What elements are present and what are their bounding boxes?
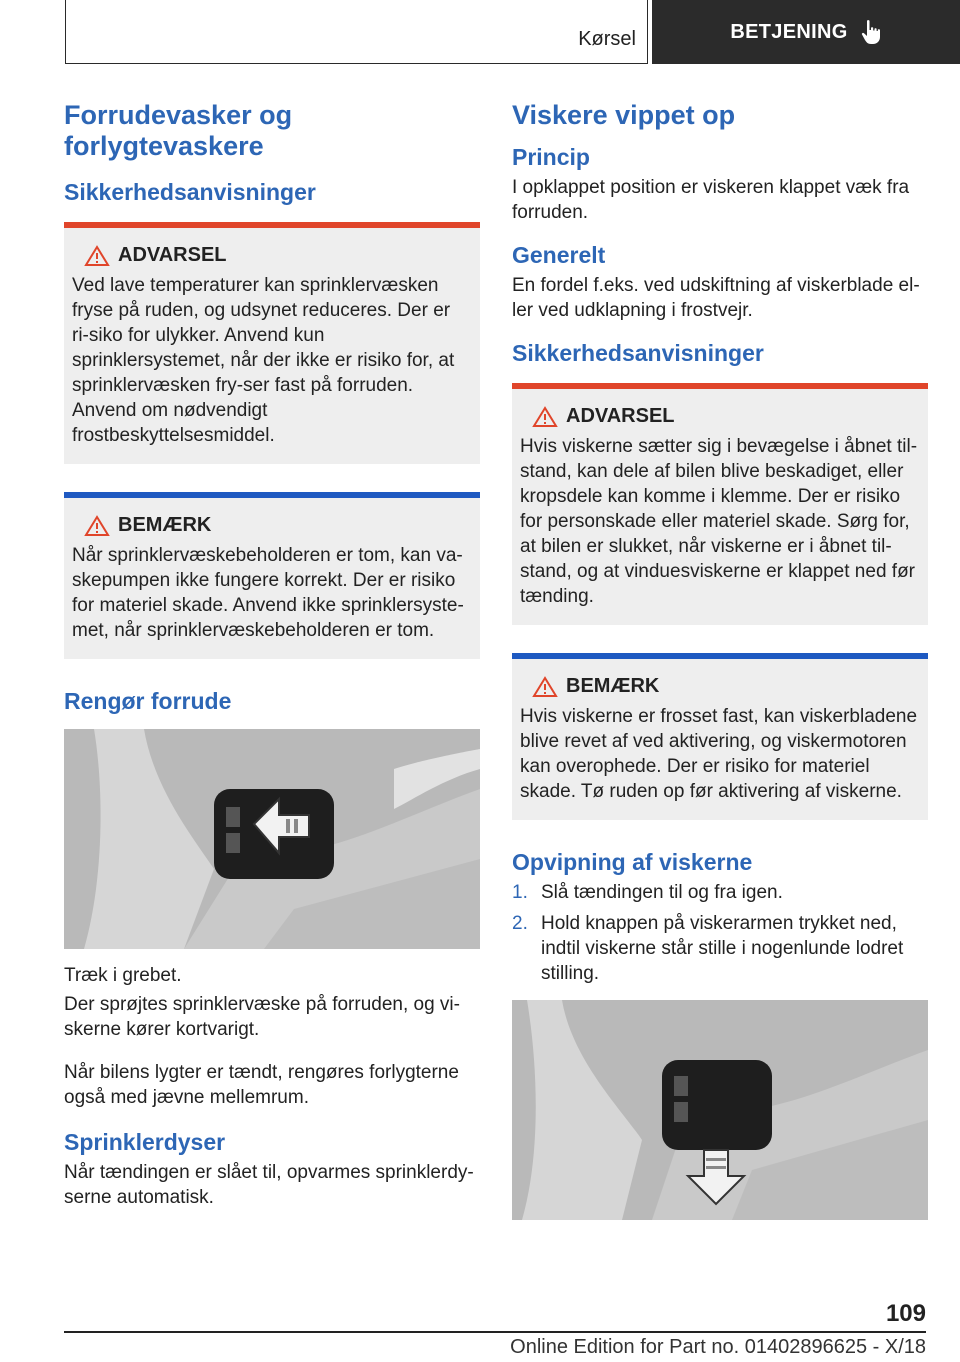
warning-label: ADVARSEL [566,405,675,427]
note-label: BEMÆRK [566,675,660,697]
paragraph-spray: Der sprøjtes sprinklervæske på forruden, og vi-skerne kører kortvarigt. [64,994,460,1040]
warning-triangle-icon [84,515,110,537]
warning-text: Hvis viskerne sætter sig i bevægelse i åbnet til-stand, kan dele af bilen blive beskadiget, eller kropsdele kan komme i klemme. Der er risiko for personskade eller materiel skade. Sørg for, at bilen er slukket, når viskerne er i åbnet til-stand, og at vinduesviskerne er klappet ned før tænding. [520,436,918,607]
warning-title [84,244,472,267]
footer-divider [64,1331,926,1333]
paragraph-headlights: Når bilens lygter er tændt, rengøres forlygterne også med jævne mellemrum. [64,1062,459,1108]
wiper-lever-pull-photo [64,729,480,949]
hand-pointer-icon [860,19,882,45]
safety-heading-left: Sikkerhedsanvisninger [64,179,316,205]
note-text: Når sprinklervæskebeholderen er tom, kan va-skepumpen ikke fungere korrekt. Der er risiko for materiel skade. Anvend ikke sprinklersyste-met, når sprinklervæskebeholderen er tom. [72,545,464,641]
warning-triangle-icon [84,245,110,267]
header-chapter-label: BETJENING [730,20,848,43]
step-number: 2. [512,913,528,934]
general-text: En fordel f.eks. ved udskiftning af viskerblade el-ler ved udklapning i frostvejr. [512,275,920,321]
wiper-lever-push-photo [512,1000,928,1220]
note-title [84,514,472,537]
warning-title [532,405,920,428]
header-section-title: Kørsel [578,28,636,50]
footer-edition: Online Edition for Part no. 01402896625 - X/18 [510,1336,926,1358]
step-text: Slå tændingen til og fra igen. [541,882,783,903]
note-text: Hvis viskerne er frosset fast, kan viskerbladene blive revet af ved aktivering, og viskermotoren kan overophede. Der er risiko for materiel skade. Tø ruden op før aktivering af viskerne. [520,706,918,802]
note-title [532,675,920,698]
general-heading: Generelt [512,242,606,268]
warning-box-left [64,222,480,464]
steps-list [512,880,928,986]
header-chapter-tab [652,0,960,64]
clean-heading: Rengør forrude [64,688,232,714]
step-text: Hold knappen på viskerarmen trykket ned, indtil viskerne står stille i nogenlunde lodret stilling. [541,913,904,984]
list-item [512,880,928,905]
paragraph-nozzles: Når tændingen er slået til, opvarmes sprinklerdy-serne automatisk. [64,1162,474,1208]
note-label: BEMÆRK [118,514,212,536]
principle-text: I opklappet position er viskeren klappet væk fra forruden. [512,177,910,223]
note-box-right [512,653,928,820]
list-item [512,911,928,986]
paragraph-pull-lever: Træk i grebet. [64,965,182,986]
page-title-left: Forrudevasker og forlygtevaskere [64,100,293,161]
warning-triangle-icon [532,406,558,428]
principle-heading: Princip [512,144,590,170]
warning-triangle-icon [532,676,558,698]
warning-text: Ved lave temperaturer kan sprinklervæsken fryse på ruden, og udsynet reduceres. Der er ri-siko for ulykker. Anvend kun sprinklersystemet, når der ikke er risiko for, at sprinklervæsken fry-ser fast på forruden. Anvend om nødvendigt frostbeskyttelsesmiddel. [72,275,455,446]
left-column [64,100,480,1220]
page-number: 109 [885,1300,926,1327]
right-column [512,100,928,1234]
safety-heading-right: Sikkerhedsanvisninger [512,340,764,366]
note-box-left [64,492,480,659]
step-number: 1. [512,882,528,903]
warning-box-right [512,383,928,625]
fold-heading: Opvipning af viskerne [512,849,753,875]
nozzles-heading: Sprinklerdyser [64,1129,226,1155]
header-frame [65,0,648,64]
page-title-right: Viskere vippet op [512,100,736,130]
warning-label: ADVARSEL [118,244,227,266]
